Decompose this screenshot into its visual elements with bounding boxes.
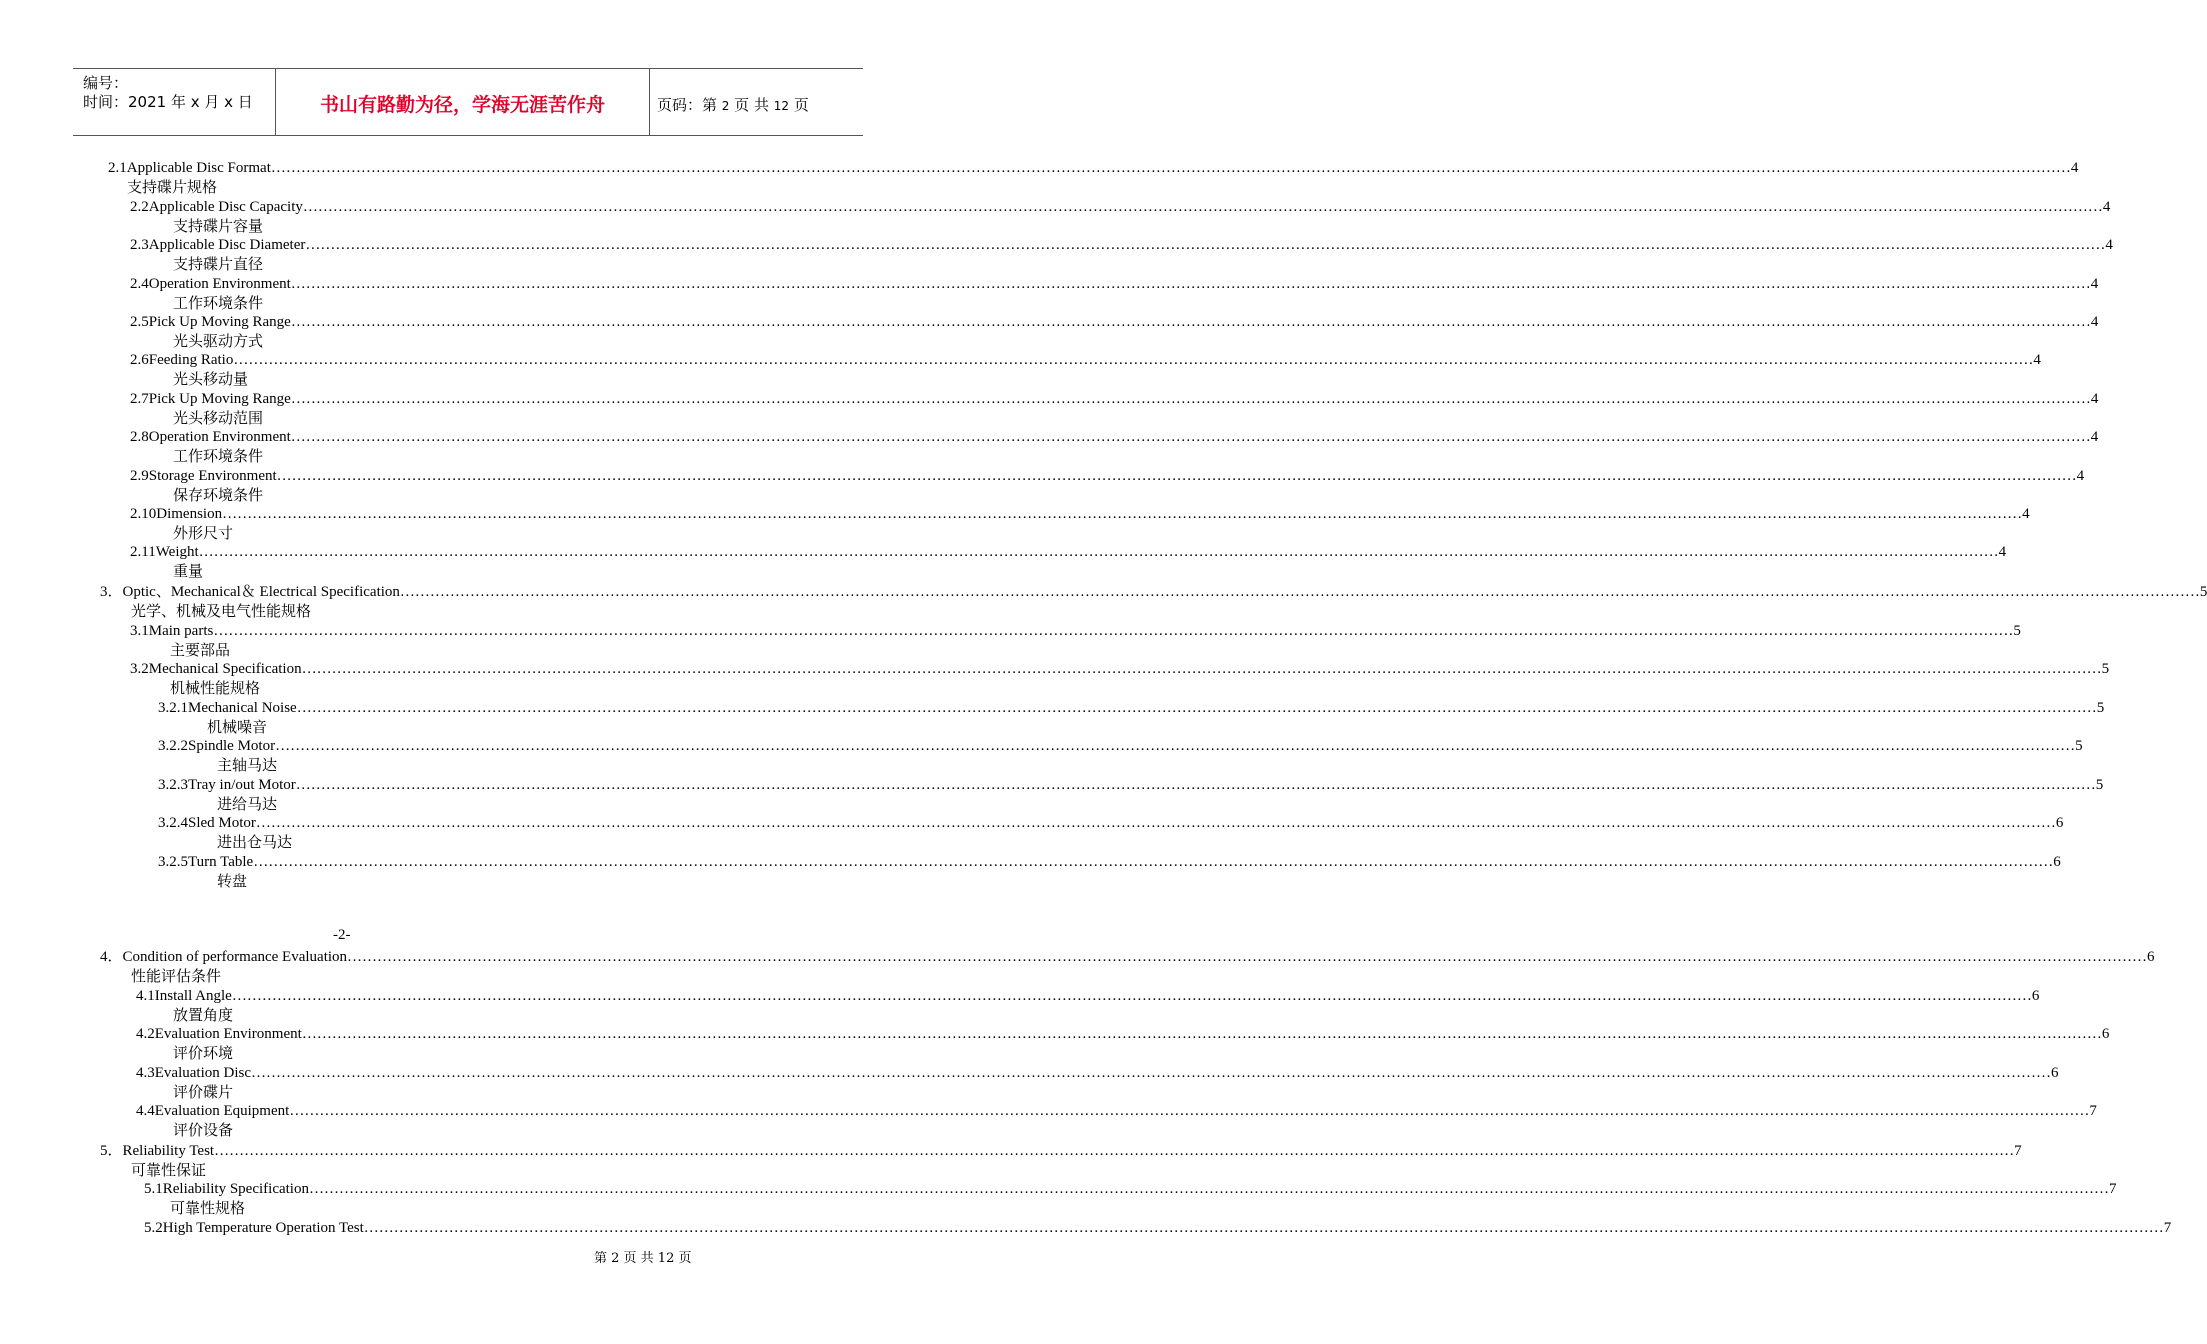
toc-entry-page: 6 (2053, 854, 2061, 870)
toc-entry-chinese-title: 保存环境条件 (173, 486, 264, 504)
toc-entry (158, 736, 2083, 756)
toc-leader-dots: ……………………………………………………………………………………………………………………………………………………………………………………………………………………………………………………………………………………………………………………………… (296, 700, 2097, 716)
toc-entry-title: Reliability Specification (162, 1181, 309, 1197)
toc-entry-page: 6 (2147, 949, 2155, 965)
toc-entry-chinese-title: 光头移动量 (173, 370, 249, 388)
toc-leader-dots: ……………………………………………………………………………………………………………………………………………………………………………………………………………………………………………………………………………………………………………………………… (198, 544, 1999, 560)
toc-entry-number: 3． (100, 584, 123, 600)
toc-entry-number: 4.4 (136, 1103, 155, 1119)
toc-leader-dots: ……………………………………………………………………………………………………………………………………………………………………………………………………………………………………………………………………………………………………………………………… (302, 199, 2103, 215)
toc-entry-number: 4.2 (136, 1026, 155, 1042)
toc-entry (100, 1141, 2022, 1161)
toc-entry (130, 659, 2110, 679)
toc-leader-dots: ……………………………………………………………………………………………………………………………………………………………………………………………………………………………………………………………………………………………………………………………… (255, 815, 2056, 831)
toc-entry-page: 6 (2101, 1026, 2110, 1042)
toc-entry-chinese-title: 支持碟片规格 (127, 178, 218, 196)
toc-entry-number: 5． (100, 1143, 123, 1159)
toc-entry (130, 274, 2099, 294)
toc-entry-number: 3.2.3 (158, 777, 188, 793)
toc-entry-chinese-title: 进出仓马达 (217, 833, 293, 851)
toc-entry-page: 5 (2199, 584, 2207, 600)
toc-entry (100, 947, 2155, 967)
toc-entry-chinese-title: 外形尺寸 (173, 524, 234, 542)
toc-leader-dots: ……………………………………………………………………………………………………………………………………………………………………………………………………………………………………………………………………………………………………………………………… (301, 1026, 2102, 1042)
toc-entry-title: Pick Up Moving Range (148, 391, 291, 407)
toc-entry-chinese-title: 工作环境条件 (173, 447, 264, 465)
toc-entry-chinese-title: 评价环境 (173, 1044, 234, 1062)
toc-leader-dots: ……………………………………………………………………………………………………………………………………………………………………………………………………………………………………………………………………………………………………………………………… (213, 623, 2014, 639)
toc-leader-dots: ……………………………………………………………………………………………………………………………………………………………………………………………………………………………………………………………………………………………………………………………… (290, 391, 2091, 407)
toc-entry-page: 4 (2033, 352, 2041, 368)
header-meta (73, 69, 275, 135)
header-motto-cell (275, 69, 650, 135)
toc-entry-number: 3.2.1 (158, 700, 188, 716)
toc-entry (136, 1063, 2059, 1083)
toc-entry-page: 6 (2050, 1065, 2059, 1081)
toc-entry-page: 4 (2090, 391, 2099, 407)
toc-entry-number: 2.4 (130, 276, 149, 292)
toc-leader-dots: ……………………………………………………………………………………………………………………………………………………………………………………………………………………………………………………………………………………………………………………………… (253, 854, 2054, 870)
toc-entry-number: 3.2.4 (158, 815, 188, 831)
toc-entry-title: Sled Motor (188, 815, 256, 831)
toc-entry-chinese-title: 评价设备 (173, 1121, 234, 1139)
toc-entry-page: 7 (2014, 1143, 2022, 1159)
toc-entry-page: 4 (2022, 506, 2030, 522)
toc-entry-page: 4 (2090, 429, 2099, 445)
toc-entry (130, 235, 2113, 255)
toc-leader-dots: ……………………………………………………………………………………………………………………………………………………………………………………………………………………………………………………………………………………………………………………………… (301, 661, 2102, 677)
toc-entry (130, 504, 2030, 524)
toc-entry (158, 698, 2105, 718)
header-page-cell (649, 69, 863, 135)
toc-entry-number: 5.2 (144, 1220, 163, 1236)
toc-entry-chinese-title: 主要部品 (170, 641, 231, 659)
toc-entry-chinese-title: 机械噪音 (207, 718, 268, 736)
toc-leader-dots: ……………………………………………………………………………………………………………………………………………………………………………………………………………………………………………………………………………………………………………………………… (295, 777, 2096, 793)
toc-entry-chinese-title: 性能评估条件 (131, 967, 222, 985)
toc-entry-number: 5.1 (144, 1181, 163, 1197)
toc-entry-page: 6 (2031, 988, 2040, 1004)
page-footer: 第 2 页 共 12 页 (594, 1251, 692, 1266)
toc-entry-title: Spindle Motor (188, 738, 276, 754)
page-marker: -2- (333, 927, 351, 943)
toc-leader-dots: ……………………………………………………………………………………………………………………………………………………………………………………………………………………………………………………………………………………………………………………………… (290, 314, 2091, 330)
toc-entry-chinese-title: 转盘 (217, 872, 248, 890)
toc-entry-title: Mechanical Specification (148, 661, 302, 677)
toc-entry-chinese-title: 机械性能规格 (170, 679, 261, 697)
total-pages: 12 (773, 99, 790, 113)
toc-entry-number: 2.5 (130, 314, 149, 330)
toc-entry (130, 427, 2099, 447)
document-time: 时间：2021 年 x 月 x 日 (83, 93, 253, 111)
toc-entry-page: 5 (2013, 623, 2021, 639)
toc-entry-number: 4． (100, 949, 123, 965)
toc-entry-chinese-title: 光头驱动方式 (173, 332, 264, 350)
toc-entry (136, 1101, 2097, 1121)
toc-entry-number: 2.1 (108, 160, 127, 176)
toc-entry (144, 1218, 2172, 1238)
toc-entry-number: 3.2.2 (158, 738, 188, 754)
toc-entry-title: Install Angle (154, 988, 232, 1004)
toc-entry (136, 986, 2040, 1006)
toc-entry-page: 4 (2105, 237, 2113, 253)
toc-entry (130, 621, 2021, 641)
toc-entry-chinese-title: 放置角度 (173, 1006, 234, 1024)
toc-entry-page: 5 (2101, 661, 2110, 677)
toc-leader-dots: ……………………………………………………………………………………………………………………………………………………………………………………………………………………………………………………………………………………………………………………………… (290, 276, 2091, 292)
toc-entry-page: 4 (2090, 276, 2099, 292)
toc-entry (130, 389, 2099, 409)
toc-entry-number: 2.2 (130, 199, 149, 215)
toc-entry-number: 2.10 (130, 506, 157, 522)
toc-entry (130, 350, 2041, 370)
current-page: 2 (721, 99, 730, 113)
toc-entry-number: 2.8 (130, 429, 149, 445)
toc-entry-chinese-title: 工作环境条件 (173, 294, 264, 312)
toc-entry (130, 197, 2111, 217)
toc-entry-page: 4 (1998, 544, 2007, 560)
toc-entry (130, 542, 2007, 562)
toc-leader-dots: ……………………………………………………………………………………………………………………………………………………………………………………………………………………………………………………………………………………………………………………………… (275, 738, 2076, 754)
toc-entry-chinese-title: 光头移动范围 (173, 409, 264, 427)
toc-entry-title: Dimension (156, 506, 223, 522)
toc-entry-title: Mechanical Noise (188, 700, 297, 716)
toc-leader-dots: ……………………………………………………………………………………………………………………………………………………………………………………………………………………………………………………………………………………………………………………………… (290, 429, 2091, 445)
toc-entry (130, 466, 2085, 486)
toc-leader-dots: ……………………………………………………………………………………………………………………………………………………………………………………………………………………………………………………………………………………………………………………………… (214, 1143, 2015, 1159)
toc-entry-title: Storage Environment (148, 468, 277, 484)
toc-leader-dots: ……………………………………………………………………………………………………………………………………………………………………………………………………………………………………………………………………………………………………………………………… (231, 988, 2032, 1004)
document-number-label: 编号： (83, 74, 129, 92)
toc-entry (158, 852, 2061, 872)
toc-entry-page: 6 (2055, 815, 2064, 831)
toc-entry-chinese-title: 主轴马达 (217, 756, 278, 774)
toc-entry-title: Pick Up Moving Range (148, 314, 291, 330)
toc-entry-page: 5 (2096, 700, 2105, 716)
toc-entry-title: Optic、Mechanical＆ Electrical Specification (122, 584, 400, 600)
toc-entry-page: 7 (2108, 1181, 2117, 1197)
toc-entry-page: 5 (2075, 738, 2083, 754)
toc-entry-number: 2.3 (130, 237, 149, 253)
toc-entry-number: 2.6 (130, 352, 149, 368)
toc-entry-page: 4 (2076, 468, 2085, 484)
toc-entry-chinese-title: 进给马达 (217, 795, 278, 813)
toc-entry-chinese-title: 评价碟片 (173, 1083, 234, 1101)
toc-leader-dots: ……………………………………………………………………………………………………………………………………………………………………………………………………………………………………………………………………………………………………………………………… (289, 1103, 2090, 1119)
toc-entry-number: 2.7 (130, 391, 149, 407)
toc-entry-page: 4 (2070, 160, 2079, 176)
toc-entry (136, 1024, 2110, 1044)
toc-entry-title: Condition of performance Evaluation (122, 949, 348, 965)
toc-entry (158, 775, 2104, 795)
toc-leader-dots: ……………………………………………………………………………………………………………………………………………………………………………………………………………………………………………………………………………………………………………………………… (399, 584, 2200, 600)
page-counter: 页码：第 2 页 共 12 页 (657, 96, 809, 114)
toc-leader-dots: ……………………………………………………………………………………………………………………………………………………………………………………………………………………………………………………………………………………………………………………………… (305, 237, 2106, 253)
toc-entry-title: Evaluation Environment (154, 1026, 302, 1042)
toc-entry-number: 4.3 (136, 1065, 155, 1081)
toc-entry-number: 3.2 (130, 661, 149, 677)
toc-entry-title: Applicable Disc Format (126, 160, 271, 176)
toc-entry-chinese-title: 光学、机械及电气性能规格 (131, 602, 312, 620)
toc-entry-page: 4 (2090, 314, 2099, 330)
toc-entry-number: 2.9 (130, 468, 149, 484)
toc-entry (130, 312, 2099, 332)
toc-entry-number: 3.2.5 (158, 854, 188, 870)
toc-entry-chinese-title: 重量 (173, 562, 204, 580)
toc-entry-chinese-title: 可靠性保证 (131, 1161, 207, 1179)
toc-entry-number: 4.1 (136, 988, 155, 1004)
toc-entry-title: Main parts (148, 623, 214, 639)
toc-leader-dots: ……………………………………………………………………………………………………………………………………………………………………………………………………………………………………………………………………………………………………………………………… (347, 949, 2148, 965)
toc-entry-title: Operation Environment (148, 429, 291, 445)
toc-entry-number: 3.1 (130, 623, 149, 639)
toc-entry-chinese-title: 支持碟片容量 (173, 217, 264, 235)
toc-entry (108, 158, 2079, 178)
toc-entry-title: Tray in/out Motor (188, 777, 296, 793)
toc-leader-dots: ……………………………………………………………………………………………………………………………………………………………………………………………………………………………………………………………………………………………………………………………… (276, 468, 2077, 484)
toc-entry-page: 7 (2163, 1220, 2172, 1236)
toc-entry-title: Applicable Disc Diameter (148, 237, 306, 253)
toc-entry-title: Weight (155, 544, 199, 560)
toc-leader-dots: ……………………………………………………………………………………………………………………………………………………………………………………………………………………………………………………………………………………………………………………………… (363, 1220, 2164, 1236)
toc-leader-dots: ……………………………………………………………………………………………………………………………………………………………………………………………………………………………………………………………………………………………………………………………… (222, 506, 2023, 522)
toc-entry-chinese-title: 支持碟片直径 (173, 255, 264, 273)
toc-entry-title: Operation Environment (148, 276, 291, 292)
toc-entry-title: Turn Table (188, 854, 254, 870)
toc-entry (144, 1179, 2117, 1199)
page-header (73, 68, 863, 136)
toc-leader-dots: ……………………………………………………………………………………………………………………………………………………………………………………………………………………………………………………………………………………………………………………………… (233, 352, 2034, 368)
toc-entry-title: Evaluation Disc (154, 1065, 251, 1081)
toc-entry-page: 7 (2089, 1103, 2097, 1119)
toc-entry-number: 2.11 (130, 544, 156, 560)
toc-leader-dots: ……………………………………………………………………………………………………………………………………………………………………………………………………………………………………………………………………………………………………………………………… (270, 160, 2071, 176)
toc-entry-title: Reliability Test (122, 1143, 215, 1159)
toc-entry-title: Evaluation Equipment (154, 1103, 290, 1119)
toc-entry-chinese-title: 可靠性规格 (170, 1199, 246, 1217)
toc-entry-title: Applicable Disc Capacity (148, 199, 303, 215)
toc-entry-title: High Temperature Operation Test (162, 1220, 364, 1236)
toc-entry (158, 813, 2064, 833)
toc-leader-dots: ……………………………………………………………………………………………………………………………………………………………………………………………………………………………………………………………………………………………………………………………… (308, 1181, 2109, 1197)
toc-entry (100, 582, 2207, 602)
toc-entry-page: 4 (2102, 199, 2111, 215)
toc-leader-dots: ……………………………………………………………………………………………………………………………………………………………………………………………………………………………………………………………………………………………………………………………… (250, 1065, 2051, 1081)
toc-entry-page: 5 (2095, 777, 2104, 793)
motto: 书山有路勤为径，学海无涯苦作舟 (319, 94, 605, 116)
toc-entry-title: Feeding Ratio (148, 352, 234, 368)
